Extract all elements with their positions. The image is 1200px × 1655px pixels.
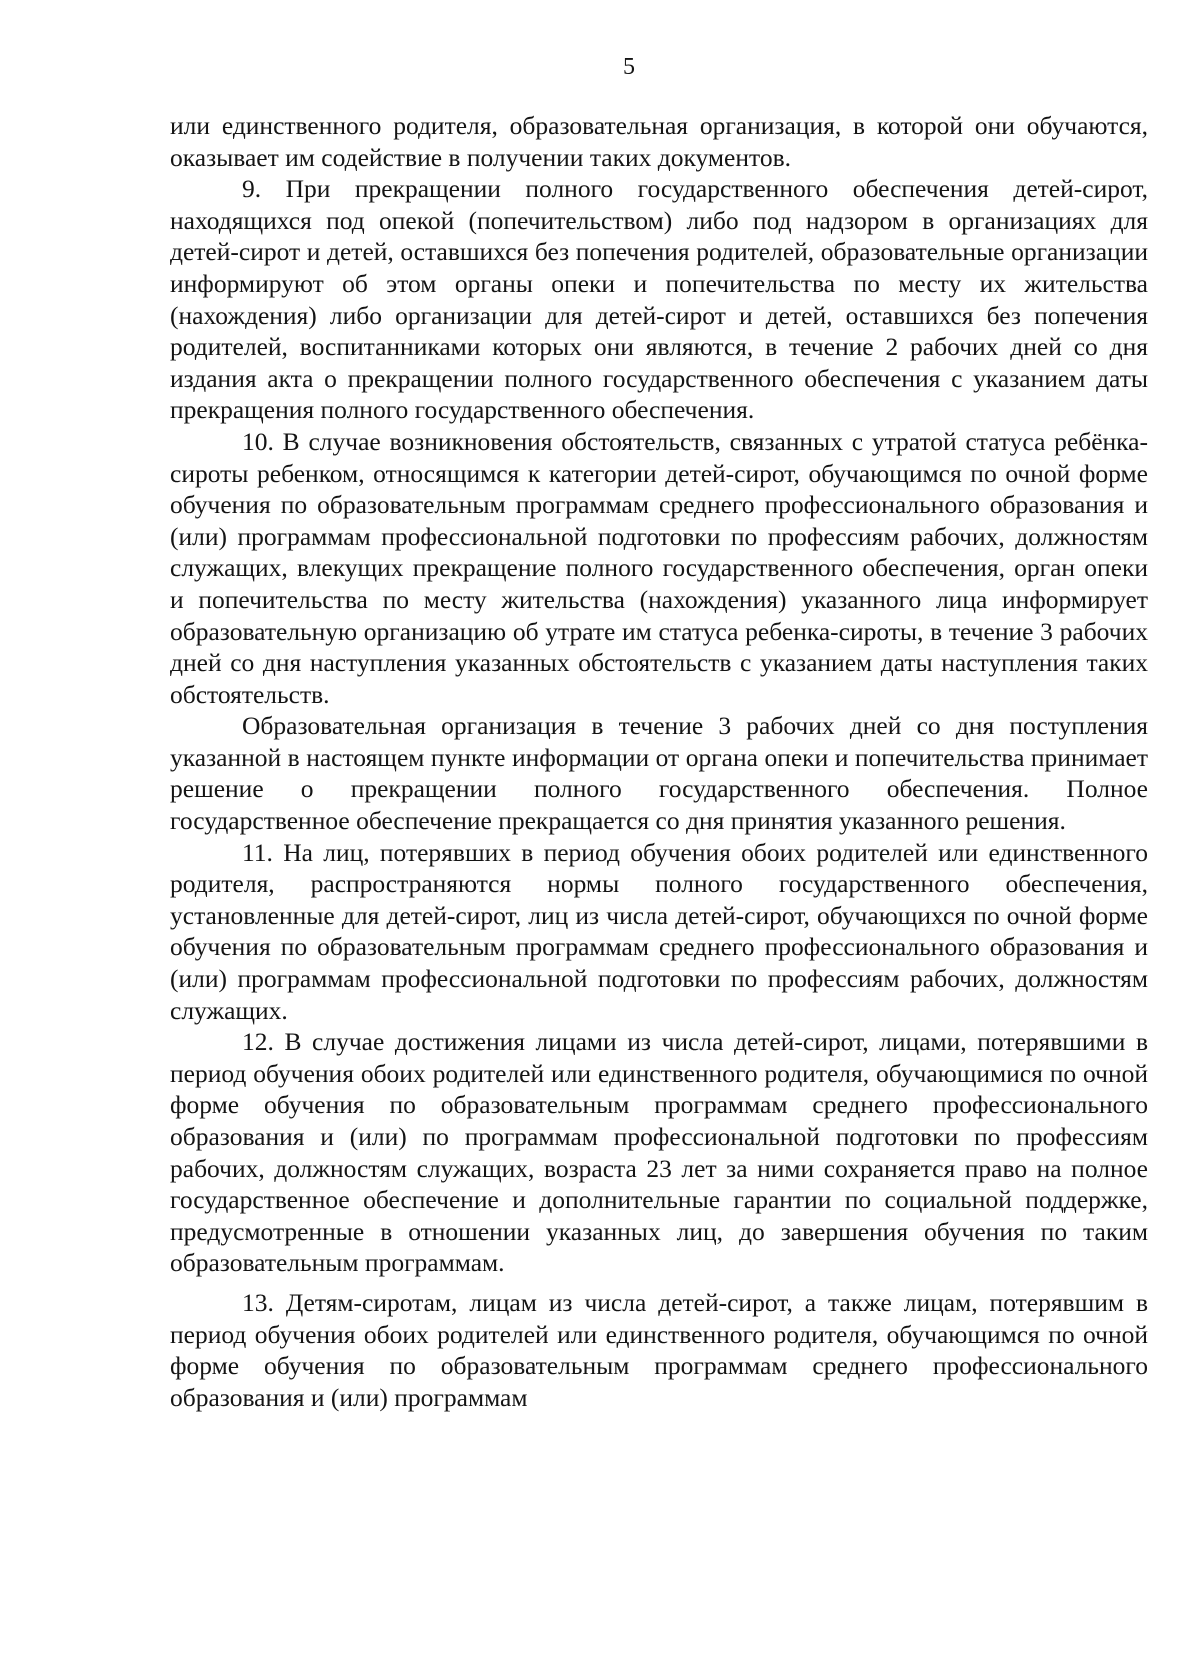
paragraph-item-13: 13. Детям-сиротам, лицам из числа детей-сирот, а также лицам, потерявшим в период обучения обоих родителей или единственного родителя, обучающимся по очной форме обучения по образовательным программам среднего профессионального образования и (или) программам bbox=[170, 1287, 1148, 1412]
document-body bbox=[170, 110, 1148, 1413]
page-number: 5 bbox=[623, 54, 635, 80]
paragraph-item-12: 12. В случае достижения лицами из числа детей-сирот, лицами, потерявшими в период обучения обоих родителей или единственного родителя, обучающимися по очной форме обучения по образовательным программам среднего профессионального образования и (или) по программам профессиональной подготовки по профессиям рабочих, должностям служащих, возраста 23 лет за ними сохраняется право на полное государственное обеспечение и дополнительные гарантии по социальной поддержке, предусмотренные в отношении указанных лиц, до завершения обучения по таким образовательным программам. bbox=[170, 1027, 1148, 1278]
paragraph-continuation: или единственного родителя, образовательная организация, в которой они обучаются, оказывает им содействие в получении таких документов. bbox=[170, 111, 1148, 172]
paragraph-item-10: 10. В случае возникновения обстоятельств, связанных с утратой статуса ребёнка-сироты ребенком, относящимся к категории детей-сирот, обучающимся по очной форме обучения по образовательным программам среднего профессионального образования и (или) программам профессиональной подготовки по профессиям рабочих, должностям служащих, влекущих прекращение полного государственного обеспечения, орган опеки и попечительства по месту жительства (нахождения) указанного лица информирует образовательную организацию об утрате им статуса ребенка-сироты, в течение 3 рабочих дней со дня наступления указанных обстоятельств с указанием даты наступления таких обстоятельств. bbox=[170, 426, 1148, 709]
paragraph-item-10-continuation: Образовательная организация в течение 3 рабочих дней со дня поступления указанной в настоящем пункте информации от органа опеки и попечительства принимает решение о прекращении полного государственного обеспечения. Полное государственное обеспечение прекращается со дня принятия указанного решения. bbox=[170, 711, 1148, 836]
paragraph-item-9: 9. При прекращении полного государственного обеспечения детей-сирот, находящихся под опекой (попечительством) либо под надзором в организациях для детей-сирот и детей, оставшихся без попечения родителей, образовательные организации информируют об этом органы опеки и попечительства по месту их жительства (нахождения) либо организации для детей-сирот и детей, оставшихся без попечения родителей, воспитанниками которых они являются, в течение 2 рабочих дней со дня издания акта о прекращении полного государственного обеспечения с указанием даты прекращения полного государственного обеспечения. bbox=[170, 174, 1148, 425]
paragraph-item-11: 11. На лиц, потерявших в период обучения обоих родителей или единственного родителя, распространяются нормы полного государственного обеспечения, установленные для детей-сирот, лиц из числа детей-сирот, обучающихся по очной форме обучения по образовательным программам среднего профессионального образования и (или) программам профессиональной подготовки по профессиям рабочих, должностям служащих. bbox=[170, 837, 1148, 1025]
